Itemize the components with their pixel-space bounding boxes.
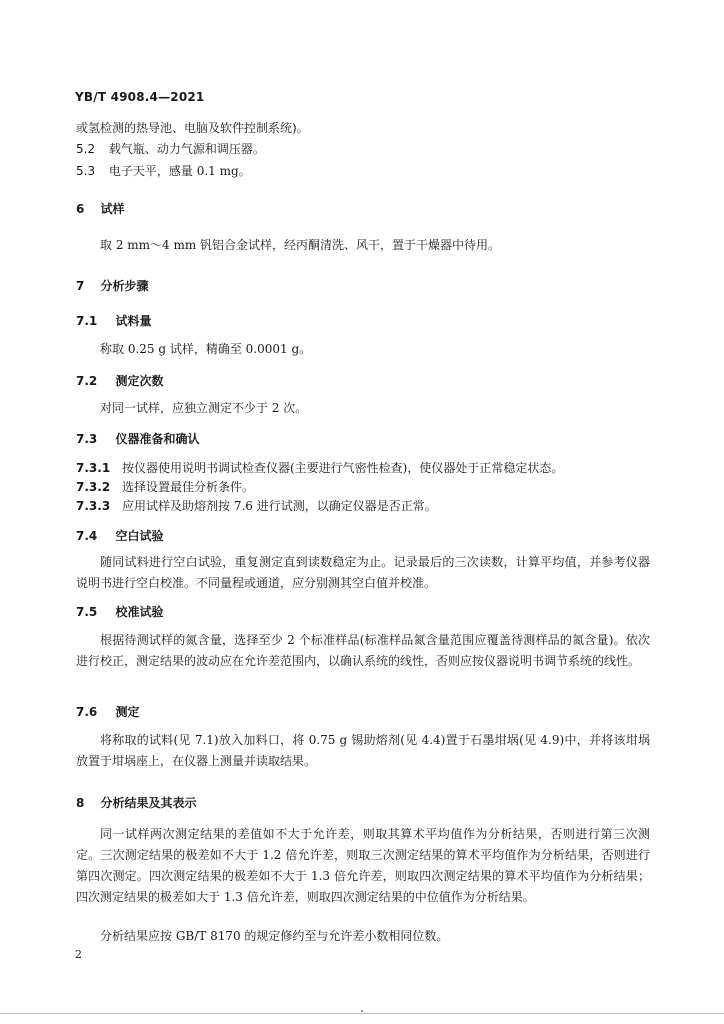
section-number: 7.4 — [76, 529, 98, 543]
section-7-6-text: 将称取的试料(见 7.1)放入加料口，将 0.75 g 锡助熔剂(见 4.4)置于石墨坩埚(见 4.9)中，并将该坩埚放置于坩埚座上，在仪器上测量并读取结果。 — [76, 733, 650, 768]
section-7-3-heading — [76, 431, 199, 447]
clause-text: 电子天平，感量 0.1 mg。 — [108, 164, 251, 178]
section-7-2-text: 对同一试样，应独立测定不少于 2 次。 — [100, 401, 308, 415]
section-number: 7.6 — [76, 705, 98, 719]
section-title: 仪器准备和确认 — [115, 432, 200, 446]
page-number: 2 — [75, 948, 82, 961]
clause-number: 5.3 — [76, 164, 96, 178]
section-7-5-text: 根据待测试样的氮含量，选择至少 2 个标准样品(标准样品氮含量范围应覆盖待测样品的氮含量)。依次进行校正，测定结果的波动应在允许差范围内，以确认系统的线性，否则应按仪器说明书调节系统的线性。 — [76, 633, 650, 668]
clause-7-3-3 — [76, 498, 437, 514]
clause-5-2 — [76, 141, 265, 157]
clause-text: 应用试样及助熔剂按 7.6 进行试测，以确定仪器是否正常。 — [122, 499, 437, 513]
section-7-6-heading — [76, 704, 139, 720]
section-title: 分析结果及其表示 — [100, 796, 197, 810]
clause-number: 7.3.2 — [76, 480, 111, 494]
clause-7-3-1 — [76, 460, 563, 476]
clause-number: 7.3.1 — [76, 461, 111, 475]
section-7-heading — [76, 278, 149, 294]
clause-number: 7.3.3 — [76, 499, 111, 513]
section-title: 测定 — [115, 705, 140, 719]
section-title: 校准试验 — [115, 605, 164, 619]
page-bottom-rule — [0, 1013, 724, 1014]
standard-code: YB/T 4908.4—2021 — [75, 90, 205, 104]
clause-7-3-2 — [76, 479, 254, 495]
section-7-4-text: 随同试料进行空白试验，重复测定直到读数稳定为止。记录最后的三次读数，计算平均值，并参考仪器说明书进行空白校准。不同量程或通道，应分别测其空白值并校准。 — [76, 555, 650, 590]
clause-text: 载气瓶、动力气源和调压器。 — [108, 142, 265, 156]
clause-number: 5.2 — [76, 142, 96, 156]
clause-5-3 — [76, 163, 251, 179]
section-8-text: 同一试样两次测定结果的差值如不大于允许差，则取其算术平均值作为分析结果，否则进行第三次测定。三次测定结果的极差如不大于 1.2 倍允许差，则取三次测定结果的算术平均值作为分析结果，否则进行第四次测定。四次测定结果的极差如不大于 1.3 倍允许差，则取四次测定结果的算术平均值作为分析结果；四次测定结果的极差如大于 1.3 倍允许差，则取四次测定结果的中位值作为分析结果。 — [76, 827, 650, 904]
clause-text: 按仪器使用说明书调试检查仪器(主要进行气密性检查)，使仪器处于正常稳定状态。 — [122, 461, 564, 475]
section-number: 8 — [76, 796, 85, 810]
clause-text: 选择设置最佳分析条件。 — [122, 480, 255, 494]
section-title: 空白试验 — [115, 529, 164, 543]
section-number: 6 — [76, 202, 85, 216]
section-number: 7.1 — [76, 314, 98, 328]
section-number: 7.2 — [76, 374, 98, 388]
section-title: 试料量 — [115, 314, 152, 328]
section-7-1-text: 称取 0.25 g 试样，精确至 0.0001 g。 — [100, 342, 312, 356]
scan-mark — [361, 1010, 363, 1012]
section-7-1-heading — [76, 313, 151, 329]
section-title: 分析步骤 — [100, 279, 149, 293]
section-7-2-heading — [76, 373, 163, 389]
section-7-4-heading — [76, 528, 163, 544]
section-title: 试样 — [100, 202, 125, 216]
continued-text: 或氢检测的热导池、电脑及软件控制系统)。 — [76, 121, 309, 135]
section-6-text: 取 2 mm～4 mm 钒铝合金试样，经丙酮清洗、风干，置于干燥器中待用。 — [100, 238, 501, 252]
section-title: 测定次数 — [115, 374, 164, 388]
section-6-heading — [76, 201, 125, 217]
section-7-5-heading — [76, 604, 163, 620]
section-8-heading — [76, 795, 197, 811]
section-number: 7 — [76, 279, 85, 293]
section-8-rounding-text: 分析结果应按 GB/T 8170 的规定修约至与允许差小数相同位数。 — [100, 929, 449, 943]
section-number: 7.5 — [76, 605, 98, 619]
section-number: 7.3 — [76, 432, 98, 446]
